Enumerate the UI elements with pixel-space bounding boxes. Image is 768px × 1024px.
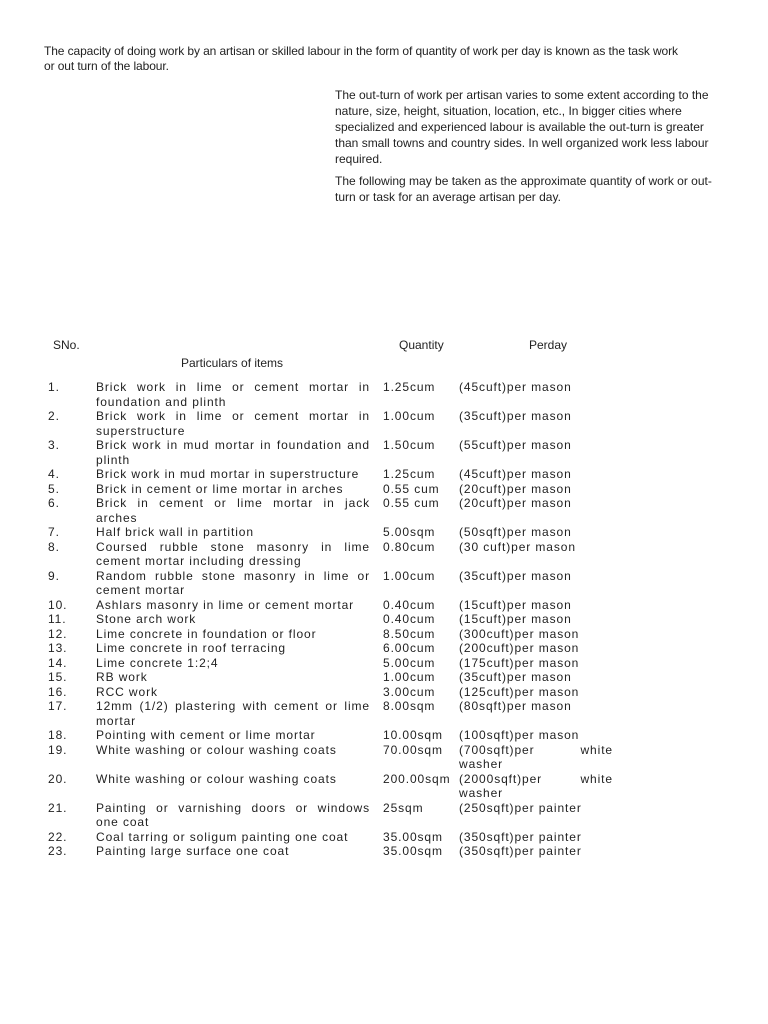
row-perday: (50sqft)per mason bbox=[459, 525, 572, 539]
intro-paragraph bbox=[44, 44, 768, 74]
row-number: 3. bbox=[48, 438, 60, 452]
task-table bbox=[48, 380, 648, 859]
row-quantity: 200.00sqm bbox=[383, 771, 451, 786]
row-perday: (125cuft)per mason bbox=[459, 684, 580, 699]
table-row bbox=[48, 496, 648, 525]
table-row bbox=[48, 772, 648, 801]
row-number: 2. bbox=[48, 409, 60, 423]
row-particulars: Painting large surface one coat bbox=[96, 844, 290, 858]
row-number: 15. bbox=[48, 670, 68, 684]
table-row bbox=[48, 380, 648, 409]
table-row bbox=[48, 830, 648, 845]
row-number: 10. bbox=[48, 597, 68, 612]
row-perday: (35cuft)per mason bbox=[459, 670, 572, 684]
outturn-description bbox=[335, 87, 768, 211]
row-number: 6. bbox=[48, 496, 60, 510]
table-row bbox=[48, 627, 648, 642]
row-particulars: Lime concrete in foundation or floor bbox=[96, 626, 317, 641]
row-quantity: 5.00cum bbox=[383, 655, 436, 670]
row-particulars: Half brick wall in partition bbox=[96, 525, 254, 539]
row-particulars: 12mm (1/2) plastering with cement or lime mortar bbox=[96, 699, 370, 728]
row-perday: (55cuft)per mason bbox=[459, 438, 572, 452]
row-number: 9. bbox=[48, 568, 60, 583]
row-particulars: White washing or colour washing coats bbox=[96, 742, 337, 757]
row-particulars: Pointing with cement or lime mortar bbox=[96, 728, 316, 742]
row-quantity: 8.00sqm bbox=[383, 699, 436, 713]
row-perday: (700sqft)per white washer bbox=[459, 742, 613, 771]
row-particulars: RB work bbox=[96, 670, 148, 684]
row-quantity: 0.40cum bbox=[383, 612, 436, 626]
table-row bbox=[48, 844, 648, 859]
text-line: specialized and experienced labour is available the out-turn is greater bbox=[335, 120, 704, 134]
row-quantity: 8.50cum bbox=[383, 626, 436, 641]
row-number: 13. bbox=[48, 641, 68, 655]
row-number: 22. bbox=[48, 829, 68, 844]
row-quantity: 0.55 cum bbox=[383, 481, 440, 496]
text-line: required. bbox=[335, 152, 383, 166]
table-row bbox=[48, 467, 648, 482]
table-row bbox=[48, 409, 648, 438]
text-line: nature, size, height, situation, location, etc., In bigger cities where bbox=[335, 104, 682, 118]
row-perday: (20cuft)per mason bbox=[459, 496, 572, 510]
table-row bbox=[48, 670, 648, 685]
row-particulars: Random rubble stone masonry in lime or cement mortar bbox=[96, 568, 370, 597]
intro-line-2: or out turn of the labour. bbox=[44, 59, 169, 73]
row-particulars: Stone arch work bbox=[96, 612, 197, 626]
row-quantity: 35.00sqm bbox=[383, 829, 443, 844]
row-perday: (20cuft)per mason bbox=[459, 481, 572, 496]
table-row bbox=[48, 656, 648, 671]
row-quantity: 1.00cum bbox=[383, 568, 436, 583]
row-number: 18. bbox=[48, 728, 68, 742]
row-particulars: Brick work in lime or cement mortar in superstructure bbox=[96, 409, 370, 438]
table-row bbox=[48, 612, 648, 627]
row-perday: (45cuft)per mason bbox=[459, 380, 572, 394]
row-quantity: 1.25cum bbox=[383, 467, 436, 481]
row-number: 4. bbox=[48, 467, 60, 481]
table-row bbox=[48, 569, 648, 598]
row-number: 7. bbox=[48, 525, 60, 539]
row-number: 20. bbox=[48, 771, 68, 786]
header-sno: SNo. bbox=[53, 338, 80, 352]
row-particulars: Brick work in mud mortar in foundation and plinth bbox=[96, 438, 370, 467]
row-quantity: 25sqm bbox=[383, 800, 424, 815]
table-row bbox=[48, 728, 648, 743]
row-particulars: Ashlars masonry in lime or cement mortar bbox=[96, 597, 355, 612]
row-quantity: 1.00cum bbox=[383, 409, 436, 423]
row-number: 17. bbox=[48, 699, 68, 713]
row-quantity: 0.40cum bbox=[383, 597, 436, 612]
row-quantity: 1.00cum bbox=[383, 670, 436, 684]
table-row bbox=[48, 540, 648, 569]
text-line: than small towns and country sides. In well organized work less labour bbox=[335, 136, 709, 150]
row-particulars: Brick in cement or lime mortar in jack arches bbox=[96, 496, 370, 525]
row-particulars: Lime concrete in roof terracing bbox=[96, 641, 286, 655]
table-row bbox=[48, 743, 648, 772]
row-particulars: White washing or colour washing coats bbox=[96, 771, 337, 786]
row-perday: (80sqft)per mason bbox=[459, 699, 572, 713]
row-number: 14. bbox=[48, 655, 68, 670]
outturn-paragraph-1 bbox=[335, 87, 768, 167]
text-line: The out-turn of work per artisan varies to some extent according to the bbox=[335, 88, 709, 102]
row-perday: (35cuft)per mason bbox=[459, 568, 572, 583]
header-perday: Perday bbox=[529, 338, 568, 352]
row-quantity: 70.00sqm bbox=[383, 742, 443, 757]
row-particulars: Brick in cement or lime mortar in arches bbox=[96, 481, 344, 496]
row-perday: (15cuft)per mason bbox=[459, 597, 572, 612]
row-perday: (250sqft)per painter bbox=[459, 800, 582, 815]
row-number: 19. bbox=[48, 742, 68, 757]
intro-line-1: The capacity of doing work by an artisan or skilled labour in the form of quantity of work per day is known as the task work bbox=[44, 44, 678, 58]
row-quantity: 1.25cum bbox=[383, 380, 436, 394]
row-perday: (30 cuft)per mason bbox=[459, 539, 576, 554]
row-perday: (200cuft)per mason bbox=[459, 641, 580, 655]
row-perday: (45cuft)per mason bbox=[459, 467, 572, 481]
table-row bbox=[48, 438, 648, 467]
row-number: 1. bbox=[48, 380, 60, 394]
row-particulars: Lime concrete 1:2;4 bbox=[96, 655, 219, 670]
row-perday: (100sqft)per mason bbox=[459, 728, 580, 742]
table-row bbox=[48, 525, 648, 540]
header-particulars: Particulars of items bbox=[181, 356, 284, 370]
table-row bbox=[48, 699, 648, 728]
row-quantity: 1.50cum bbox=[383, 438, 436, 452]
text-line: turn or task for an average artisan per day. bbox=[335, 190, 561, 204]
row-quantity: 5.00sqm bbox=[383, 525, 436, 539]
row-perday: (175cuft)per mason bbox=[459, 655, 580, 670]
table-row bbox=[48, 482, 648, 497]
row-quantity: 3.00cum bbox=[383, 684, 436, 699]
row-perday: (350sqft)per painter bbox=[459, 844, 582, 858]
row-perday: (2000sqft)per white washer bbox=[459, 771, 613, 800]
row-quantity: 10.00sqm bbox=[383, 728, 443, 742]
row-particulars: Painting or varnishing doors or windows one coat bbox=[96, 800, 370, 829]
table-row bbox=[48, 641, 648, 656]
outturn-paragraph-2 bbox=[335, 173, 768, 205]
row-perday: (350sqft)per painter bbox=[459, 829, 582, 844]
row-number: 11. bbox=[48, 612, 67, 626]
text-line: The following may be taken as the approximate quantity of work or out- bbox=[335, 174, 712, 188]
row-perday: (300cuft)per mason bbox=[459, 626, 580, 641]
row-number: 16. bbox=[48, 684, 68, 699]
row-number: 23. bbox=[48, 844, 68, 858]
row-quantity: 0.80cum bbox=[383, 539, 436, 554]
row-particulars: Brick work in mud mortar in superstructure bbox=[96, 467, 360, 481]
row-perday: (15cuft)per mason bbox=[459, 612, 572, 626]
row-number: 21. bbox=[48, 800, 68, 815]
row-number: 8. bbox=[48, 539, 60, 554]
row-perday: (35cuft)per mason bbox=[459, 409, 572, 423]
row-particulars: RCC work bbox=[96, 684, 158, 699]
table-row bbox=[48, 685, 648, 700]
row-quantity: 0.55 cum bbox=[383, 496, 440, 510]
row-quantity: 6.00cum bbox=[383, 641, 436, 655]
row-number: 12. bbox=[48, 626, 68, 641]
header-quantity: Quantity bbox=[399, 338, 444, 352]
row-particulars: Coursed rubble stone masonry in lime cement mortar including dressing bbox=[96, 539, 370, 568]
row-quantity: 35.00sqm bbox=[383, 844, 443, 858]
table-row bbox=[48, 801, 648, 830]
table-row bbox=[48, 598, 648, 613]
row-particulars: Coal tarring or soligum painting one coat bbox=[96, 829, 349, 844]
row-number: 5. bbox=[48, 481, 60, 496]
row-particulars: Brick work in lime or cement mortar in foundation and plinth bbox=[96, 380, 370, 409]
